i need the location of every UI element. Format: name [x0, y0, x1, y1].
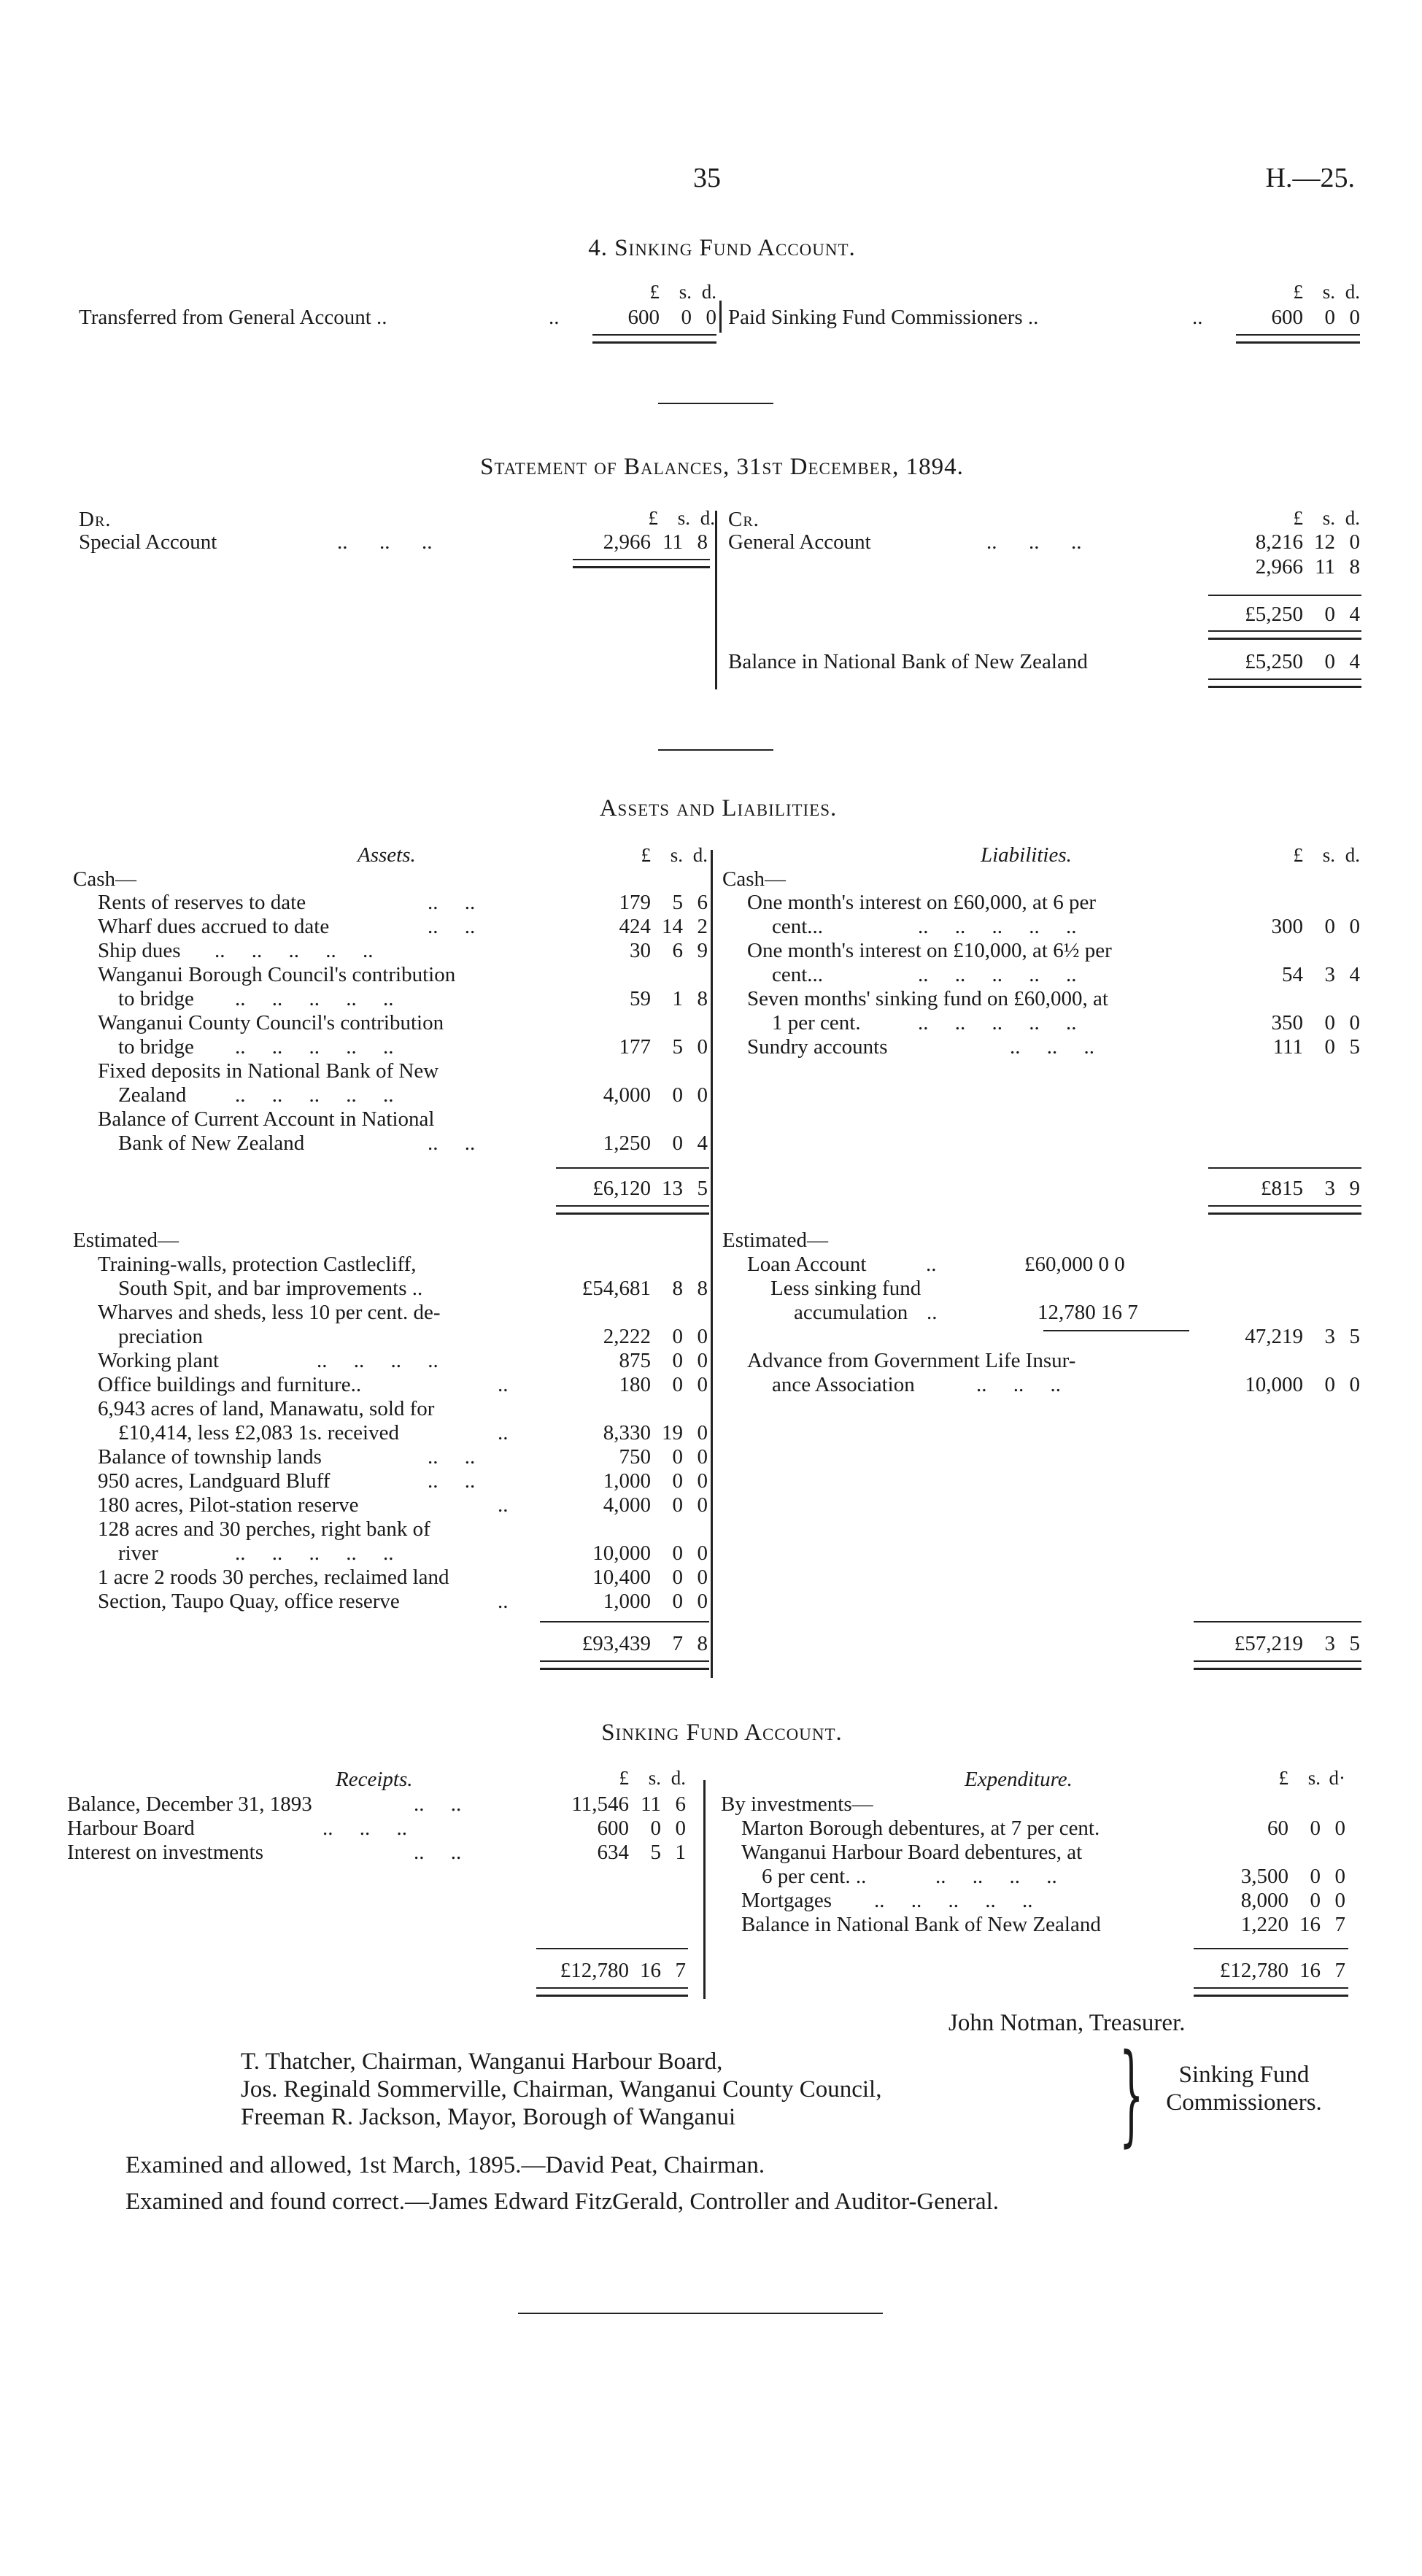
asset-item: Bank of New Zealand .. .. — [118, 1132, 476, 1155]
asset-item: Rents of reserves to date .. .. — [98, 891, 476, 914]
estimated-assets-total: £93,439 7 8 — [581, 1632, 708, 1655]
expenditure-item: Wanganui Harbour Board debentures, at — [741, 1841, 1083, 1864]
net-balance-total: £5,250 0 4 — [1245, 603, 1360, 626]
estimated-label: Estimated— — [73, 1229, 179, 1252]
currency-header: £ s. d. — [1293, 507, 1360, 529]
by-investments-label: By investments— — [721, 1792, 873, 1816]
asset-item: Wharves and sheds, less 10 per cent. de- — [98, 1301, 441, 1324]
rule — [556, 1167, 709, 1169]
advance-amount: 10,000 0 0 — [1245, 1373, 1360, 1396]
balance-in-bank-label: Balance in National Bank of New Zealand — [728, 650, 1088, 673]
advance-label: ance Association .. .. .. — [772, 1373, 1061, 1396]
transferred-label: Transferred from General Account .. — [79, 306, 387, 329]
liability-item: One month's interest on £10,000, at 6½ per — [747, 939, 1112, 962]
special-account-label: Special Account — [79, 530, 217, 554]
asset-amount: 1,000 0 0 — [603, 1590, 708, 1613]
asset-amount: 4,000 0 0 — [603, 1493, 708, 1517]
asset-amount: 59 1 8 — [630, 987, 708, 1010]
paid-commissioners-amount: 600 0 0 — [1271, 306, 1360, 329]
asset-amount: 750 0 0 — [619, 1445, 708, 1469]
general-account-amount: 8,216 12 0 — [1255, 530, 1360, 554]
loan-net-amount: 47,219 3 5 — [1245, 1325, 1360, 1348]
receipt-label: Balance, December 31, 1893 .. .. — [67, 1792, 462, 1816]
liabilities-cash-label: Cash— — [722, 867, 786, 891]
special-account-amount: 2,966 11 8 — [603, 530, 708, 554]
asset-item: to bridge .. .. .. .. .. — [118, 987, 394, 1010]
asset-item: Fixed deposits in National Bank of New — [98, 1059, 439, 1083]
loan-account-amount: £60,000 0 0 — [1024, 1253, 1125, 1276]
receipt-amount: 600 0 0 — [597, 1817, 686, 1840]
page-number: 35 — [693, 163, 721, 193]
examined-correct: Examined and found correct.—James Edward FitzGerald, Controller and Auditor-General. — [125, 2189, 1000, 2215]
asset-item: 6,943 acres of land, Manawatu, sold for — [98, 1397, 435, 1420]
column-divider — [719, 301, 722, 333]
special-account-deduction: 2,966 11 8 — [1255, 555, 1360, 579]
expenditure-amount: 1,220 16 7 — [1240, 1913, 1345, 1936]
rule — [1208, 1167, 1361, 1169]
receipt-amount: 634 5 1 — [597, 1841, 686, 1864]
commissioners-title: Commissioners. — [1166, 2089, 1322, 2116]
asset-item: Balance of Current Account in National — [98, 1107, 435, 1131]
document-reference: H.—25. — [1265, 163, 1355, 193]
expenditure-item: Mortgages .. .. .. .. .. — [741, 1889, 1033, 1912]
liability-item: One month's interest on £60,000, at 6 per — [747, 891, 1097, 914]
asset-item: 128 acres and 30 perches, right bank of — [98, 1517, 430, 1541]
liability-amount: 54 3 4 — [1282, 963, 1360, 986]
asset-item: Zealand .. .. .. .. .. — [118, 1083, 394, 1107]
treasurer-signature: John Notman, Treasurer. — [948, 2010, 1186, 2036]
cr-label: Cr. — [728, 508, 760, 531]
section-separator — [658, 749, 773, 751]
double-rule — [1208, 1205, 1361, 1215]
loan-account-label: Loan Account .. — [747, 1253, 937, 1276]
asset-item: river .. .. .. .. .. — [118, 1542, 394, 1565]
rule — [536, 1948, 688, 1949]
asset-amount: 180 0 0 — [619, 1373, 708, 1396]
asset-item: Training-walls, protection Castlecliff, — [98, 1253, 417, 1276]
accumulation-amount: 12,780 16 7 — [1037, 1301, 1138, 1324]
asset-amount: 177 5 0 — [619, 1035, 708, 1059]
double-rule — [573, 559, 710, 568]
double-rule — [1194, 1660, 1361, 1670]
receipt-amount: 11,546 11 6 — [571, 1792, 686, 1816]
expenditure-total: £12,780 16 7 — [1219, 1959, 1345, 1982]
expenditure-amount: 3,500 0 0 — [1240, 1865, 1345, 1888]
currency-header: £ s. d. — [649, 281, 716, 303]
asset-item: Office buildings and furniture.. .. — [98, 1373, 509, 1396]
currency-header: £ s. d. — [1293, 281, 1360, 303]
currency-header: £ s. d. — [648, 507, 715, 529]
asset-amount: 1,250 0 4 — [603, 1132, 708, 1155]
cash-label: Cash— — [73, 867, 136, 891]
asset-item: Wanganui Borough Council's contribution — [98, 963, 456, 986]
asset-amount: 10,400 0 0 — [592, 1566, 708, 1589]
brace-icon: } — [1119, 2031, 1144, 2158]
currency-header: £ s. d· — [1278, 1767, 1345, 1789]
liability-amount: 111 0 5 — [1272, 1035, 1360, 1059]
accumulation-label: accumulation .. — [794, 1301, 938, 1324]
asset-amount: 10,000 0 0 — [592, 1542, 708, 1565]
advance-label: Advance from Government Life Insur- — [747, 1349, 1076, 1372]
assets-heading: Assets. — [358, 843, 416, 867]
general-account-label: General Account — [728, 530, 871, 554]
asset-item: Ship dues .. .. .. .. .. — [98, 939, 374, 962]
asset-amount: 424 14 2 — [619, 915, 708, 938]
currency-header: £ s. d. — [641, 844, 708, 866]
commissioner-signature: Freeman R. Jackson, Mayor, Borough of Wanganui — [241, 2104, 736, 2130]
receipt-label: Harbour Board .. .. .. — [67, 1817, 407, 1840]
liability-amount: 350 0 0 — [1271, 1011, 1360, 1034]
expenditure-amount: 8,000 0 0 — [1240, 1889, 1345, 1912]
liability-amount: 300 0 0 — [1271, 915, 1360, 938]
expenditure-item: Marton Borough debentures, at 7 per cent. — [741, 1817, 1100, 1840]
less-sinking-fund-label: Less sinking fund — [770, 1277, 921, 1300]
rule — [1208, 595, 1361, 596]
cash-liabilities-total: £815 3 9 — [1261, 1177, 1360, 1200]
expenditure-amount: 60 0 0 — [1267, 1817, 1345, 1840]
statement-of-balances-title: Statement of Balances, 31st December, 1894. — [480, 454, 964, 480]
asset-item: preciation — [118, 1325, 203, 1348]
receipts-heading: Receipts. — [336, 1768, 413, 1791]
asset-item: Balance of township lands .. .. — [98, 1445, 476, 1469]
balance-in-bank-amount: £5,250 0 4 — [1245, 650, 1360, 673]
assets-liabilities-title: Assets and Liabilities. — [599, 795, 838, 821]
currency-header: £ s. d. — [619, 1767, 686, 1789]
asset-amount: 1,000 0 0 — [603, 1469, 708, 1493]
asset-item: South Spit, and bar improvements .. — [118, 1277, 423, 1300]
double-rule — [1194, 1987, 1348, 1997]
liabilities-estimated-label: Estimated— — [722, 1229, 828, 1252]
commissioner-signature: T. Thatcher, Chairman, Wanganui Harbour Board, — [241, 2049, 723, 2075]
asset-item: 950 acres, Landguard Bluff .. .. — [98, 1469, 476, 1493]
expenditure-heading: Expenditure. — [965, 1768, 1073, 1791]
liabilities-heading: Liabilities. — [981, 843, 1072, 867]
double-rule — [1236, 334, 1360, 344]
asset-item: £10,414, less £2,083 1s. received .. — [118, 1421, 509, 1444]
rule — [540, 1621, 709, 1622]
asset-item: Wharf dues accrued to date .. .. — [98, 915, 476, 938]
column-divider — [715, 511, 717, 689]
asset-item: Wanganui County Council's contribution — [98, 1011, 444, 1034]
footer-rule — [518, 2313, 883, 2314]
asset-item: to bridge .. .. .. .. .. — [118, 1035, 394, 1059]
rule — [1043, 1330, 1189, 1331]
liability-item: cent... .. .. .. .. .. — [772, 963, 1077, 986]
asset-amount: 2,222 0 0 — [603, 1325, 708, 1348]
asset-amount: 179 5 6 — [619, 891, 708, 914]
leader-dots: .. .. .. — [337, 530, 433, 554]
commissioners-title: Sinking Fund — [1178, 2062, 1310, 2088]
commissioner-signature: Jos. Reginald Sommerville, Chairman, Wanganui County Council, — [241, 2076, 882, 2103]
liability-item: cent... .. .. .. .. .. — [772, 915, 1077, 938]
transferred-amount: 600 0 0 — [627, 306, 716, 329]
section-separator — [658, 403, 773, 404]
asset-amount: 8,330 19 0 — [603, 1421, 708, 1444]
expenditure-item: 6 per cent. .. .. .. .. .. — [762, 1865, 1057, 1888]
receipts-total: £12,780 16 7 — [560, 1959, 686, 1982]
paid-commissioners-label: Paid Sinking Fund Commissioners .. — [728, 306, 1039, 329]
expenditure-item: Balance in National Bank of New Zealand — [741, 1913, 1101, 1936]
double-rule — [592, 334, 716, 344]
sinking-fund-title: Sinking Fund Account. — [601, 1720, 843, 1746]
liability-item: 1 per cent. .. .. .. .. .. — [772, 1011, 1077, 1034]
rule — [1194, 1621, 1361, 1622]
double-rule — [1208, 678, 1361, 688]
asset-amount: 4,000 0 0 — [603, 1083, 708, 1107]
double-rule — [556, 1205, 709, 1215]
estimated-liabilities-total: £57,219 3 5 — [1234, 1632, 1360, 1655]
liability-item: Seven months' sinking fund on £60,000, at — [747, 987, 1108, 1010]
leader-dots: .. — [1192, 306, 1203, 329]
double-rule — [536, 1987, 688, 1997]
asset-amount: 30 6 9 — [630, 939, 708, 962]
currency-header: £ s. d. — [1293, 844, 1360, 866]
cash-assets-total: £6,120 13 5 — [592, 1177, 708, 1200]
double-rule — [1208, 630, 1361, 640]
column-divider — [711, 850, 713, 1678]
leader-dots: .. .. .. — [986, 530, 1082, 554]
sinking-fund-account-title: 4. Sinking Fund Account. — [588, 235, 856, 261]
leader-dots: .. — [549, 306, 560, 329]
examined-allowed: Examined and allowed, 1st March, 1895.—David Peat, Chairman. — [125, 2152, 765, 2178]
asset-item: 180 acres, Pilot-station reserve .. — [98, 1493, 509, 1517]
asset-item: Section, Taupo Quay, office reserve .. — [98, 1590, 509, 1613]
liability-item: Sundry accounts .. .. .. — [747, 1035, 1094, 1059]
asset-amount: £54,681 8 8 — [581, 1277, 708, 1300]
rule — [1194, 1948, 1348, 1949]
double-rule — [540, 1660, 709, 1670]
asset-item: 1 acre 2 roods 30 perches, reclaimed land — [98, 1566, 449, 1589]
asset-amount: 875 0 0 — [619, 1349, 708, 1372]
asset-item: Working plant .. .. .. .. — [98, 1349, 438, 1372]
receipt-label: Interest on investments .. .. — [67, 1841, 462, 1864]
dr-label: Dr. — [79, 508, 112, 531]
column-divider — [703, 1780, 706, 1999]
